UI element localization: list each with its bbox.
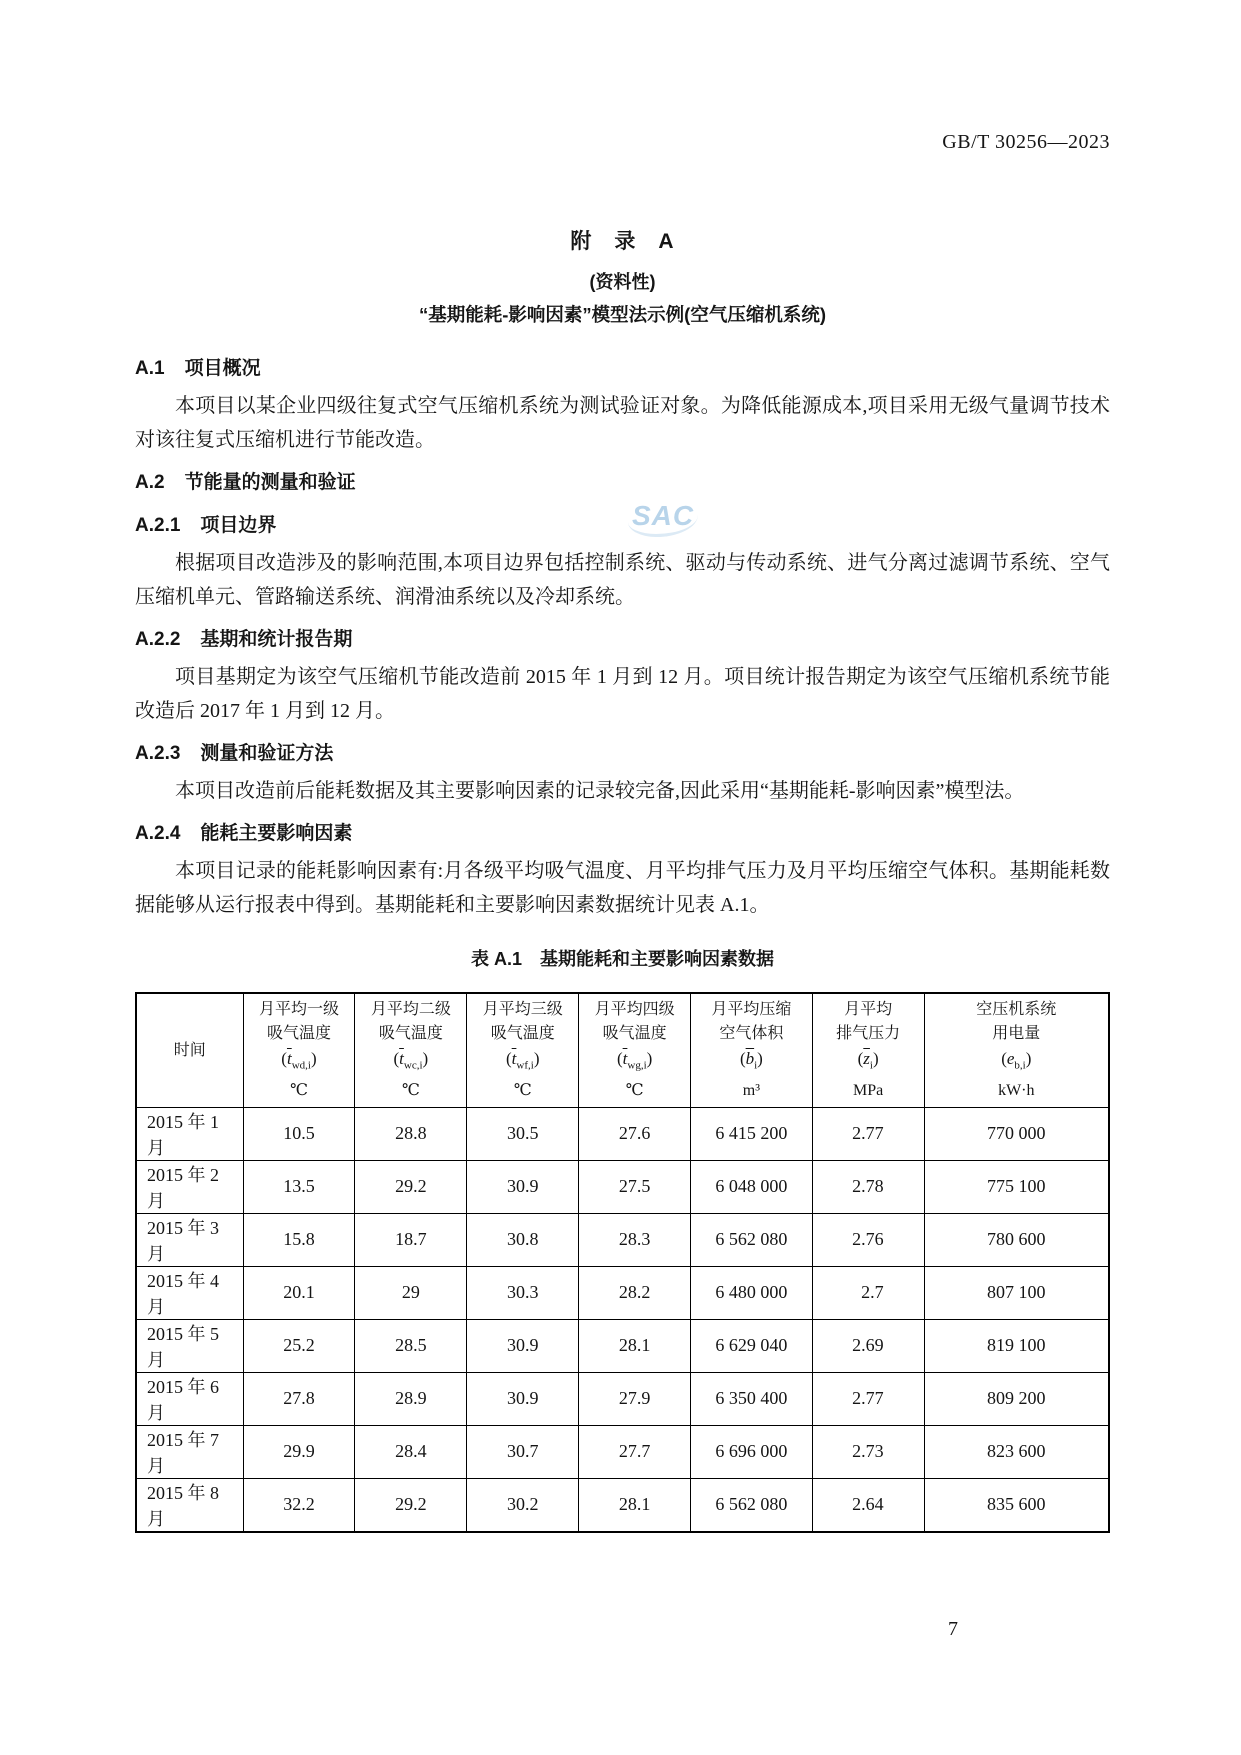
value-cell: 30.9	[467, 1319, 579, 1372]
value-cell: 775 100	[924, 1160, 1109, 1213]
section-paragraph: 项目基期定为该空气压缩机节能改造前 2015 年 1 月到 12 月。项目统计报告期定为该空气压缩机系统节能改造后 2017 年 1 月到 12 月。	[135, 666, 1110, 722]
section-title: 项目概况	[184, 358, 261, 379]
value-cell: 27.7	[579, 1425, 691, 1478]
section-id: A.2	[135, 472, 165, 493]
value-cell: 28.1	[579, 1478, 691, 1532]
value-cell: 28.9	[355, 1372, 467, 1425]
value-cell: 2.64	[812, 1478, 924, 1532]
value-cell: 28.4	[355, 1425, 467, 1478]
time-cell: 2015 年 4 月	[136, 1266, 243, 1319]
value-cell: 6 562 080	[691, 1213, 813, 1266]
value-cell: 30.8	[467, 1213, 579, 1266]
table-row	[136, 1107, 1109, 1160]
column-header: 空压机系统 用电量 $(e_{b,i})$ kW·h	[924, 993, 1109, 1107]
value-cell: 18.7	[355, 1213, 467, 1266]
time-cell: 2015 年 2 月	[136, 1160, 243, 1213]
appendix-title: 附 录 A	[570, 230, 675, 253]
value-cell: 6 696 000	[691, 1425, 813, 1478]
column-header: 月平均四级 吸气温度 $(\overline{t}_{wg,i})$ ℃	[579, 993, 691, 1107]
value-cell: 28.3	[579, 1213, 691, 1266]
value-cell: 823 600	[924, 1425, 1109, 1478]
value-cell: 32.2	[243, 1478, 355, 1532]
table-head	[136, 993, 1109, 1107]
table-row	[136, 1478, 1109, 1532]
column-header: 月平均 排气压力 $(\overline{z}_i)$ MPa	[812, 993, 924, 1107]
section-heading-a2	[135, 466, 1110, 500]
time-cell: 2015 年 5 月	[136, 1319, 243, 1372]
page-content	[135, 0, 1110, 1533]
value-cell: 25.2	[243, 1319, 355, 1372]
table-body	[136, 1107, 1109, 1532]
value-cell: 30.2	[467, 1478, 579, 1532]
value-cell: 809 200	[924, 1372, 1109, 1425]
table-caption	[135, 942, 1110, 976]
value-cell: 15.8	[243, 1213, 355, 1266]
appendix-type: (资料性)	[589, 272, 656, 292]
value-cell: 6 629 040	[691, 1319, 813, 1372]
page-number: 7	[948, 1618, 958, 1640]
value-cell: 27.6	[579, 1107, 691, 1160]
appendix-title-block	[135, 228, 1110, 328]
value-cell: 28.2	[579, 1266, 691, 1319]
data-table	[135, 992, 1110, 1533]
value-cell: 2.69	[812, 1319, 924, 1372]
value-cell: 6 562 080	[691, 1478, 813, 1532]
table-head-row	[136, 993, 1109, 1107]
value-cell: 28.5	[355, 1319, 467, 1372]
table-row	[136, 1372, 1109, 1425]
value-cell: 6 048 000	[691, 1160, 813, 1213]
standard-number: GB/T 30256—2023	[942, 131, 1110, 153]
value-cell: 30.9	[467, 1160, 579, 1213]
value-cell: 2.78	[812, 1160, 924, 1213]
value-cell: 28.1	[579, 1319, 691, 1372]
appendix-subject: “基期能耗-影响因素”模型法示例(空气压缩机系统)	[419, 304, 826, 325]
value-cell: 819 100	[924, 1319, 1109, 1372]
table-row	[136, 1213, 1109, 1266]
section-title: 能耗主要影响因素	[200, 823, 353, 844]
value-cell: 2.73	[812, 1425, 924, 1478]
value-cell: 27.8	[243, 1372, 355, 1425]
section-paragraph: 本项目以某企业四级往复式空气压缩机系统为测试验证对象。为降低能源成本,项目采用无级气量调节技术对该往复式压缩机进行节能改造。	[135, 395, 1110, 451]
sac-watermark-icon: SAC	[628, 500, 698, 537]
section-paragraph: 本项目记录的能耗影响因素有:月各级平均吸气温度、月平均排气压力及月平均压缩空气体积。基期能耗数据能够从运行报表中得到。基期能耗和主要影响因素数据统计见表 A.1。	[135, 860, 1110, 916]
section-heading-a24	[135, 817, 1110, 851]
value-cell: 6 480 000	[691, 1266, 813, 1319]
value-cell: 30.7	[467, 1425, 579, 1478]
value-cell: 29.9	[243, 1425, 355, 1478]
section-id: A.2.3	[135, 743, 181, 764]
value-cell: 6 415 200	[691, 1107, 813, 1160]
value-cell: 835 600	[924, 1478, 1109, 1532]
value-cell: 27.9	[579, 1372, 691, 1425]
value-cell: 29.2	[355, 1160, 467, 1213]
value-cell: 2.77	[812, 1107, 924, 1160]
section-title: 项目边界	[200, 515, 277, 536]
value-cell: 29.2	[355, 1478, 467, 1532]
value-cell: 27.5	[579, 1160, 691, 1213]
section-title: 基期和统计报告期	[200, 629, 353, 650]
time-cell: 2015 年 3 月	[136, 1213, 243, 1266]
section-id: A.1	[135, 358, 165, 379]
value-cell: 29	[355, 1266, 467, 1319]
section-id: A.2.4	[135, 823, 181, 844]
section-id: A.2.2	[135, 629, 181, 650]
value-cell: 780 600	[924, 1213, 1109, 1266]
value-cell: 13.5	[243, 1160, 355, 1213]
sections	[135, 352, 1110, 922]
time-cell: 2015 年 7 月	[136, 1425, 243, 1478]
value-cell: 30.9	[467, 1372, 579, 1425]
column-header: 月平均三级 吸气温度 $(\overline{t}_{wf,i})$ ℃	[467, 993, 579, 1107]
section-heading-a23	[135, 737, 1110, 771]
value-cell: 30.5	[467, 1107, 579, 1160]
time-cell: 2015 年 6 月	[136, 1372, 243, 1425]
section-id: A.2.1	[135, 515, 181, 536]
table-row	[136, 1425, 1109, 1478]
section-heading-a21	[135, 509, 1110, 543]
table-row	[136, 1160, 1109, 1213]
column-header: 月平均二级 吸气温度 $(\overline{t}_{wc,i})$ ℃	[355, 993, 467, 1107]
value-cell: 2.77	[812, 1372, 924, 1425]
value-cell: 770 000	[924, 1107, 1109, 1160]
column-header: 月平均压缩 空气体积 $(\overline{b}_i)$ m³	[691, 993, 813, 1107]
section-heading-a22	[135, 623, 1110, 657]
section-paragraph: 根据项目改造涉及的影响范围,本项目边界包括控制系统、驱动与传动系统、进气分离过滤调节系统、空气压缩机单元、管路输送系统、润滑油系统以及冷却系统。	[135, 552, 1110, 608]
table-caption-title: 基期能耗和主要影响因素数据	[540, 949, 774, 969]
section-title: 测量和验证方法	[200, 743, 334, 764]
section-title: 节能量的测量和验证	[184, 472, 356, 493]
section-heading-a1	[135, 352, 1110, 386]
value-cell: 807 100	[924, 1266, 1109, 1319]
value-cell: 6 350 400	[691, 1372, 813, 1425]
section-paragraph: 本项目改造前后能耗数据及其主要影响因素的记录较完备,因此采用“基期能耗-影响因素”模型法。	[175, 780, 1025, 802]
table-caption-label: 表 A.1	[470, 949, 522, 969]
value-cell: 20.1	[243, 1266, 355, 1319]
value-cell: 30.3	[467, 1266, 579, 1319]
table-row	[136, 1319, 1109, 1372]
time-cell: 2015 年 8 月	[136, 1478, 243, 1532]
value-cell: 2.76	[812, 1213, 924, 1266]
time-cell: 2015 年 1 月	[136, 1107, 243, 1160]
value-cell: 28.8	[355, 1107, 467, 1160]
column-header: 月平均一级 吸气温度 $(\overline{t}_{wd,i})$ ℃	[243, 993, 355, 1107]
value-cell: 10.5	[243, 1107, 355, 1160]
column-header: 时间	[136, 993, 243, 1107]
table-row	[136, 1266, 1109, 1319]
value-cell: 2.7	[812, 1266, 924, 1319]
